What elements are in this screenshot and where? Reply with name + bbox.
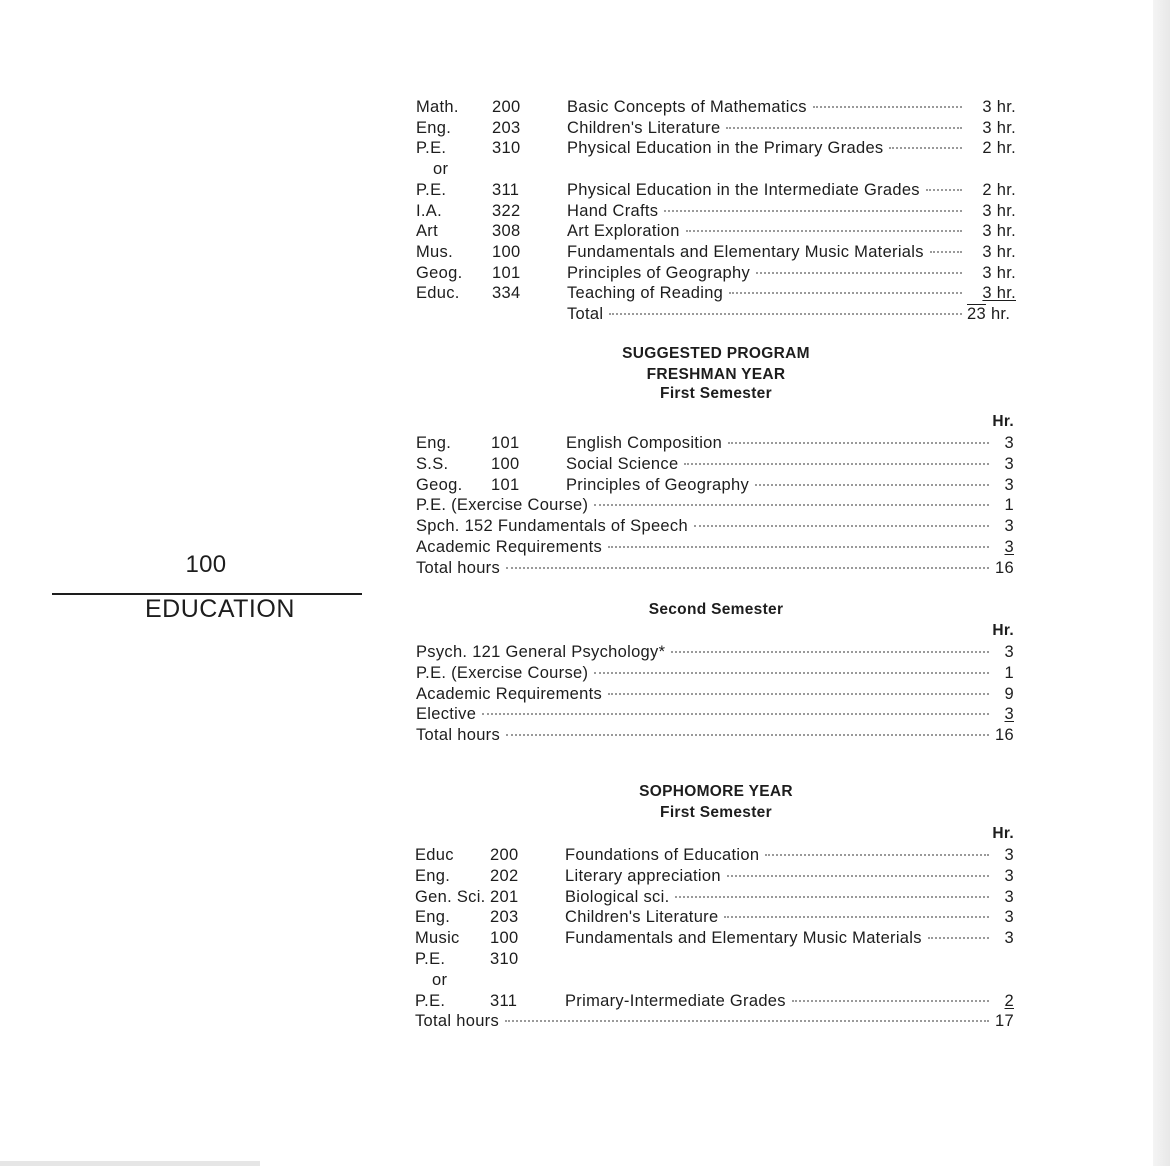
course-row bbox=[416, 283, 1016, 304]
course-number: 311 bbox=[490, 991, 518, 1010]
dot-leader bbox=[608, 546, 989, 548]
course-dept: Math. bbox=[416, 98, 459, 116]
course-number: 100 bbox=[490, 929, 519, 948]
course-dept: Educ bbox=[415, 846, 454, 864]
course-hours: 17 bbox=[995, 1012, 1014, 1031]
course-row bbox=[415, 907, 1014, 928]
dot-leader bbox=[756, 272, 962, 274]
course-dept: P.E. bbox=[415, 950, 446, 968]
course-title: Principles of Geography bbox=[567, 263, 750, 282]
course-row bbox=[415, 949, 1014, 970]
course-row bbox=[416, 159, 1016, 180]
course-row bbox=[416, 495, 1014, 516]
course-title: P.E. (Exercise Course) bbox=[416, 496, 589, 515]
course-title: Art Exploration bbox=[567, 222, 680, 241]
dot-leader bbox=[792, 1000, 989, 1002]
course-row bbox=[415, 1011, 1014, 1032]
course-row bbox=[416, 454, 1014, 475]
course-title-line bbox=[567, 263, 965, 284]
course-title: Physical Education in the Primary Grades bbox=[567, 139, 884, 158]
course-row bbox=[415, 845, 1014, 866]
course-title-line bbox=[567, 221, 965, 242]
section-title: EDUCATION bbox=[145, 595, 295, 623]
course-hours: 3 hr. bbox=[982, 242, 1016, 261]
course-number: 311 bbox=[492, 180, 520, 199]
dot-leader bbox=[755, 484, 989, 486]
course-title-line bbox=[567, 180, 965, 201]
course-number: 203 bbox=[492, 118, 521, 137]
course-dept: P.E. bbox=[415, 991, 446, 1010]
course-number: 200 bbox=[492, 98, 521, 116]
course-dept: Gen. Sci. bbox=[415, 887, 486, 906]
course-number: 101 bbox=[492, 263, 521, 282]
course-title-line bbox=[565, 866, 992, 887]
dot-leader bbox=[724, 916, 989, 918]
dot-leader bbox=[926, 189, 962, 191]
course-title-line bbox=[416, 684, 992, 705]
course-hours: 3 bbox=[1004, 908, 1014, 927]
course-hours: 3 bbox=[1004, 887, 1014, 906]
course-dept: P.E. bbox=[416, 180, 447, 199]
course-title-line bbox=[416, 537, 992, 558]
course-title: Fundamentals and Elementary Music Materials bbox=[567, 242, 924, 261]
course-dept: or bbox=[432, 970, 448, 989]
course-title: Basic Concepts of Mathematics bbox=[567, 98, 807, 116]
course-row bbox=[416, 97, 1016, 118]
course-title-line bbox=[415, 1011, 992, 1032]
dot-leader bbox=[671, 651, 989, 653]
course-title: Spch. 152 Fundamentals of Speech bbox=[416, 517, 688, 536]
course-hours: 3 hr. bbox=[982, 98, 1016, 116]
course-title: Children's Literature bbox=[565, 908, 719, 927]
course-title: Hand Crafts bbox=[567, 201, 659, 220]
course-dept: Music bbox=[415, 929, 460, 948]
course-hours: 16 bbox=[995, 558, 1014, 577]
course-number: 202 bbox=[490, 866, 519, 885]
course-number: 322 bbox=[492, 201, 521, 220]
course-dept: or bbox=[433, 160, 449, 179]
course-row bbox=[416, 516, 1014, 537]
course-row bbox=[415, 970, 1014, 991]
course-title-line bbox=[416, 495, 992, 516]
course-title: Biological sci. bbox=[565, 887, 670, 906]
dot-leader bbox=[594, 672, 989, 674]
course-dept: Educ. bbox=[416, 284, 460, 303]
dot-leader bbox=[726, 127, 962, 129]
dot-leader bbox=[694, 525, 989, 527]
course-number: 310 bbox=[492, 139, 521, 158]
course-dept: S.S. bbox=[416, 454, 449, 473]
course-hours: 3 hr. bbox=[982, 118, 1016, 137]
course-dept: I.A. bbox=[416, 201, 442, 220]
course-title-line bbox=[416, 663, 992, 684]
dot-leader bbox=[684, 463, 989, 465]
course-number: 308 bbox=[492, 222, 521, 241]
course-dept: Eng. bbox=[416, 118, 452, 137]
course-number: 201 bbox=[490, 887, 519, 906]
course-row bbox=[416, 537, 1014, 558]
course-title: Fundamentals and Elementary Music Materials bbox=[565, 929, 922, 948]
course-row bbox=[416, 558, 1014, 579]
course-hours: 1 bbox=[1004, 496, 1014, 515]
course-hours: 3 hr. bbox=[982, 222, 1016, 241]
course-row bbox=[416, 642, 1014, 663]
hours-column-label: Hr. bbox=[992, 622, 1014, 639]
course-number: 100 bbox=[491, 454, 520, 473]
course-number: 200 bbox=[490, 846, 519, 864]
course-title-line bbox=[416, 642, 992, 663]
course-dept: Geog. bbox=[416, 263, 463, 282]
course-hours: 3 bbox=[1004, 705, 1014, 724]
total-number: 23 bbox=[967, 305, 986, 323]
course-hours: 3 bbox=[1004, 475, 1014, 494]
dot-leader bbox=[482, 713, 989, 715]
course-title-line bbox=[567, 138, 965, 159]
course-row bbox=[416, 263, 1016, 284]
total-unit: hr. bbox=[990, 305, 1011, 323]
course-hours: 3 bbox=[1004, 434, 1014, 452]
course-title: English Composition bbox=[566, 434, 723, 452]
course-title-line bbox=[567, 242, 965, 263]
course-hours: 16 bbox=[995, 726, 1014, 745]
course-row bbox=[416, 684, 1014, 705]
course-hours: 3 bbox=[1004, 517, 1014, 536]
total-value bbox=[967, 304, 1010, 325]
course-hours: 2 bbox=[1004, 991, 1014, 1010]
course-hours: 3 bbox=[1004, 846, 1014, 864]
course-hours: 3 hr. bbox=[982, 201, 1016, 220]
course-row bbox=[416, 725, 1014, 746]
course-row bbox=[416, 201, 1016, 222]
course-row bbox=[416, 433, 1014, 454]
course-title-line bbox=[565, 991, 992, 1012]
course-title: Foundations of Education bbox=[565, 846, 760, 864]
course-dept: Eng. bbox=[415, 866, 451, 885]
sophomore-year-heading: SOPHOMORE YEAR bbox=[639, 783, 793, 800]
total-label: Total bbox=[567, 305, 604, 323]
course-row bbox=[415, 887, 1014, 908]
course-hours: 3 bbox=[1004, 454, 1014, 473]
course-number: 100 bbox=[492, 242, 521, 261]
course-dept: Geog. bbox=[416, 475, 463, 494]
dot-leader bbox=[728, 442, 989, 444]
course-hours: 3 bbox=[1004, 866, 1014, 885]
course-hours: 9 bbox=[1004, 684, 1014, 703]
sophomore-first-semester-heading: First Semester bbox=[660, 804, 772, 821]
dot-leader bbox=[609, 313, 962, 315]
course-title-line bbox=[567, 97, 965, 118]
course-title-line bbox=[567, 118, 965, 139]
dot-leader bbox=[506, 734, 989, 736]
course-title-line bbox=[566, 433, 992, 454]
course-title: Social Science bbox=[566, 454, 679, 473]
dot-leader bbox=[506, 567, 989, 569]
dot-leader bbox=[505, 1020, 989, 1022]
course-hours: 3 bbox=[1004, 538, 1014, 556]
dot-leader bbox=[765, 854, 989, 856]
dot-leader bbox=[608, 693, 989, 695]
course-row bbox=[416, 663, 1014, 684]
dot-leader bbox=[675, 896, 989, 898]
course-row bbox=[415, 928, 1014, 949]
dot-leader bbox=[727, 875, 989, 877]
course-hours: 1 bbox=[1004, 663, 1014, 682]
course-row bbox=[415, 866, 1014, 887]
hours-column-label: Hr. bbox=[992, 825, 1014, 842]
course-row bbox=[416, 221, 1016, 242]
total-line bbox=[567, 304, 965, 325]
course-title-line bbox=[416, 704, 992, 725]
dot-leader bbox=[594, 504, 989, 506]
course-number: 310 bbox=[490, 950, 519, 968]
freshman-year-heading: FRESHMAN YEAR bbox=[646, 366, 786, 383]
course-dept: Eng. bbox=[416, 434, 452, 452]
course-title-line bbox=[565, 887, 992, 908]
course-dept: Art bbox=[416, 222, 438, 241]
course-number: 334 bbox=[492, 284, 521, 303]
course-dept: Eng. bbox=[415, 908, 451, 927]
course-row bbox=[416, 138, 1016, 159]
course-title: Literary appreciation bbox=[565, 866, 721, 885]
course-title: Academic Requirements bbox=[416, 684, 603, 703]
course-hours: 2 hr. bbox=[982, 139, 1016, 158]
course-title: Academic Requirements bbox=[416, 538, 603, 556]
dot-leader bbox=[664, 210, 962, 212]
total-row bbox=[416, 304, 1016, 325]
freshman-second-semester-heading: Second Semester bbox=[648, 601, 784, 618]
page-bottom-shadow bbox=[0, 1161, 260, 1166]
dot-leader bbox=[930, 251, 962, 253]
course-hours: 3 hr. bbox=[982, 263, 1016, 282]
course-title: Total hours bbox=[415, 1012, 500, 1031]
course-hours: 3 hr. bbox=[982, 284, 1016, 303]
course-title-line bbox=[416, 558, 992, 579]
course-title: Primary-Intermediate Grades bbox=[565, 991, 786, 1010]
course-row bbox=[416, 704, 1014, 725]
course-title: P.E. (Exercise Course) bbox=[416, 663, 589, 682]
course-title-line bbox=[565, 907, 992, 928]
dot-leader bbox=[813, 106, 962, 108]
course-title-line bbox=[565, 928, 992, 949]
course-dept: P.E. bbox=[416, 139, 447, 158]
page-edge-shadow bbox=[1153, 0, 1170, 1166]
course-number: 101 bbox=[491, 434, 520, 452]
dot-leader bbox=[889, 147, 962, 149]
course-title-line bbox=[566, 475, 992, 496]
course-title: Teaching of Reading bbox=[567, 284, 724, 303]
course-title: Elective bbox=[416, 705, 477, 724]
course-row bbox=[416, 475, 1014, 496]
dot-leader bbox=[686, 230, 962, 232]
course-hours: 3 bbox=[1004, 643, 1014, 661]
course-row bbox=[416, 118, 1016, 139]
course-hours: 3 bbox=[1004, 929, 1014, 948]
page-number: 100 bbox=[185, 551, 227, 578]
course-title-line bbox=[567, 283, 965, 304]
program-title: SUGGESTED PROGRAM bbox=[622, 345, 810, 362]
course-title-line bbox=[567, 201, 965, 222]
course-hours: 2 hr. bbox=[982, 180, 1016, 199]
hours-column-label: Hr. bbox=[992, 413, 1014, 430]
freshman-first-semester-heading: First Semester bbox=[660, 385, 772, 402]
course-title: Psych. 121 General Psychology* bbox=[416, 643, 666, 661]
course-title-line bbox=[565, 845, 992, 866]
dot-leader bbox=[928, 937, 989, 939]
course-row bbox=[416, 242, 1016, 263]
course-title: Total hours bbox=[416, 726, 501, 745]
course-title: Principles of Geography bbox=[566, 475, 749, 494]
course-title: Physical Education in the Intermediate Grades bbox=[567, 180, 920, 199]
course-title: Children's Literature bbox=[567, 118, 721, 137]
course-number: 203 bbox=[490, 908, 519, 927]
course-title-line bbox=[566, 454, 992, 475]
course-dept: Mus. bbox=[416, 242, 453, 261]
course-title-line bbox=[416, 725, 992, 746]
course-row bbox=[416, 180, 1016, 201]
course-number: 101 bbox=[491, 475, 520, 494]
course-title: Total hours bbox=[416, 558, 501, 577]
course-title-line bbox=[416, 516, 992, 537]
course-row bbox=[415, 991, 1014, 1012]
dot-leader bbox=[729, 292, 962, 294]
